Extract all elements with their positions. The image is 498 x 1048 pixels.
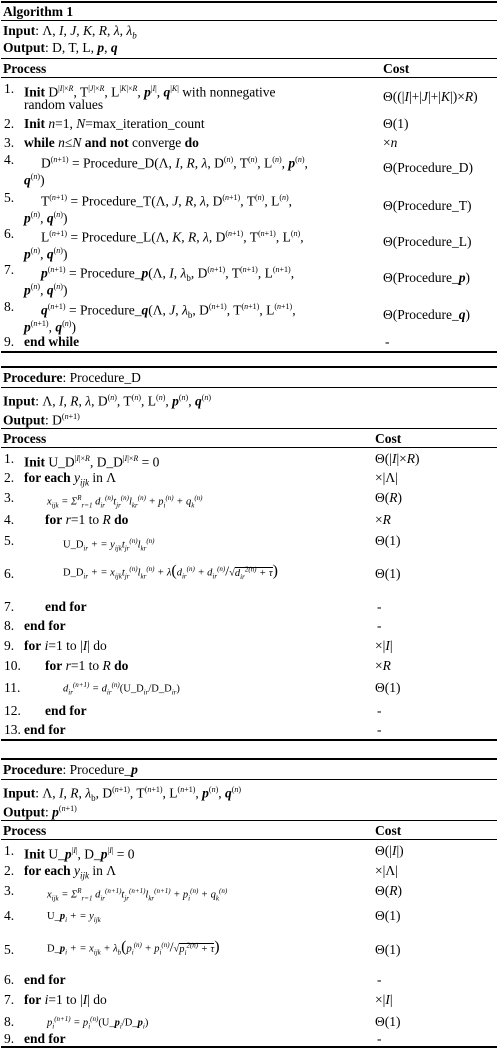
procedure-p-output: Output: $p^{(n+1)}$	[3, 804, 77, 820]
algorithm-input: Input: Λ, I, J, K, R, λ, $\lambda_b$	[3, 23, 137, 41]
procedure-d-header-process: Process	[3, 431, 47, 446]
algo-row-7: 7. $p^{(n+1)}$ = Procedure_p(Λ, I, $\lambda_b$, $D^{(n+1)}$, $T^{(n+1)}$, $L^{(n+1)}$, $p^{(n)}$, $q^{(n)}$) Θ(Procedure_p)	[4, 262, 470, 298]
algorithm-header-cost: Cost	[383, 61, 410, 76]
procedure-d-header-cost: Cost	[375, 431, 402, 446]
algorithm-title: Algorithm 1	[3, 4, 74, 19]
algo-row-6: 6. $L^{(n+1)}$ = Procedure_L(Λ, K, R, λ, $D^{(n+1)}$, $T^{(n+1)}$, $L^{(n)}$, $p^{(n)}$, $q^{(n)}$) Θ(Procedure_L)	[4, 226, 472, 262]
algo-row-4: 4. $D^{(n+1)}$ = Procedure_D(Λ, I, R, λ, $D^{(n)}$, $T^{(n)}$, $L^{(n)}$, $p^{(n)}$, $q^{(n)}$) Θ(Procedure_D)	[4, 152, 473, 188]
procedure-p-header-process: Process	[3, 823, 47, 838]
procedure-p-header-cost: Cost	[375, 823, 402, 838]
procedure-d-table: Procedure: Procedure_D Input: Λ, I, R, λ, $D^{(n)}$, $T^{(n)}$, $L^{(n)}$, $p^{(n)}$, $q^{(n)}$ Output: $D^{(n+1)}$ Process Cost 1. Init $U\_D^{|I|\times R}$, $D\_D^{|I|\times R} = 0$ Θ(|I|×R) 2. for each $y_{ijk}$ in Λ ×|Λ| 3. $x_{ijk} = \Sigma^R_{r=1}$ $d_{ir}^{(n)}t_{jr}^{(n)}l_{kr}^{(n)} + p_i^{(n)} + q_k^{(n)}$ Θ(R) 4. for r=1 to R do ×R 5. $U\_D_{ir}$ + = $y_{ijk}t_{jr}^{(n)}l_{kr}^{(n)}$ Θ(1) 6. $D\_D_{ir}$ + = $x_{ijk}t_{jr}^{(n)}l_{kr}^{(n)} + \lambda(d_{ir}^{(n)} + d_{ir}^{(n)}/√d_{ir}^{2(n)} + \tau)$ Θ(1) 7. end for - 8. end for - 9. for i=1 to |I| do ×|I| 10. for r=1 to R do ×R 11. $d_{ir}^{(n+1)}$ = $d_{ir}^{(n)}(U\_D_{ir}/D\_D_{ir})$ Θ(1) 12. end for - 13. end for -	[1, 366, 497, 741]
procedure-p-table: Procedure: Procedure_p Input: Λ, I, R, $\lambda_b$, $D^{(n+1)}$, $T^{(n+1)}$, $L^{(n+1)}$, $p^{(n)}$, $q^{(n)}$ Output: $p^{(n+1)}$ Process Cost 1. Init $U\_p^{|I|}$, $D\_p^{|I|} = 0$ Θ(|I|) 2. for each $y_{ijk}$ in Λ ×|Λ| 3. $x_{ijk} = \Sigma^R_{r=1}$ $d_{ir}^{(n+1)}t_{jr}^{(n+1)}l_{kr}^{(n+1)} + p_i^{(n)} + q_k^{(n)}$ Θ(R) 4. $U\_p_i$ + = $y_{ijk}$ Θ(1) 5. $D\_p_i$ + = $x_{ijk} + \lambda_b(p_i^{(n)} + p_i^{(n)}/√p_i^{2(n)} + \tau)$ Θ(1) 6. end for - 7. for i=1 to |I| do ×|I| 8. $p_i^{(n+1)}$ = $p_i^{(n)}(U\_p_i/D\_p_i)$ Θ(1) 9. end for -	[1, 758, 497, 1048]
procedure-p-input: Input: Λ, I, R, $\lambda_b$, $D^{(n+1)}$, $T^{(n+1)}$, $L^{(n+1)}$, $p^{(n)}$, $q^{(n)}$	[3, 785, 242, 804]
algorithm-1-table: Algorithm 1 Input: Λ, I, J, K, R, λ, $\lambda_b$ Output: D, T, L, p, q Process Cost 1. Init $D^{|I|\times R}$, $T^{|J|\times R}$, $L^{|K|\times R}$, $p^{|I|}$, $q^{|K|}$ with nonnegative random values Θ((|I|+|J|+|K|)×R) 2. Init n=1, N=max_iteration_count Θ(1) 3. while n≤N and not converge do ×n 4. $D^{(n+1)}$ = Procedure_D(Λ, I, R, λ, $D^{(n)}$, $T^{(n)}$, $L^{(n)}$, $p^{(n)}$, $q^{(n)}$) Θ(Procedure_D) 5. $T^{(n+1)}$ = Procedure_T(Λ, J, R, λ, $D^{(n+1)}$, $T^{(n)}$, $L^{(n)}$, $p^{(n)}$, $q^{(n)}$) Θ(Procedure_T) 6. $L^{(n+1)}$ = Procedure_L(Λ, K, R, λ, $D^{(n+1)}$, $T^{(n+1)}$, $L^{(n)}$, $p^{(n)}$, $q^{(n)}$) Θ(Procedure_L) 7. $p^{(n+1)}$ = Procedure_p(Λ, I, $\lambda_b$, $D^{(n+1)}$, $T^{(n+1)}$, $L^{(n+1)}$, $p^{(n)}$, $q^{(n)}$) Θ(Procedure_p) 8. $q^{(n+1)}$ = Procedure_q(Λ, J, $\lambda_b$, $D^{(n+1)}$, $T^{(n+1)}$, $L^{(n+1)}$, $p^{(n+1)}$, $q^{(n)}$) Θ(Procedure_q) 9. end while -	[1, 0, 497, 353]
procedure-d-input: Input: Λ, I, R, λ, $D^{(n)}$, $T^{(n)}$, $L^{(n)}$, $p^{(n)}$, $q^{(n)}$	[3, 393, 212, 409]
algorithm-header-process: Process	[3, 61, 47, 76]
algo-row-8: 8. $q^{(n+1)}$ = Procedure_q(Λ, J, $\lambda_b$, $D^{(n+1)}$, $T^{(n+1)}$, $L^{(n+1)}$, $p^{(n+1)}$, $q^{(n)}$) Θ(Procedure_q)	[4, 299, 470, 335]
algo-row-5: 5. $T^{(n+1)}$ = Procedure_T(Λ, J, R, λ, $D^{(n+1)}$, $T^{(n)}$, $L^{(n)}$, $p^{(n)}$, $q^{(n)}$) Θ(Procedure_T)	[4, 190, 472, 226]
procedure-d-output: Output: $D^{(n+1)}$	[3, 412, 80, 428]
algorithm-output: Output: D, T, L, p, q	[3, 40, 118, 55]
procedure-p-title: Procedure: Procedure_p	[3, 762, 138, 777]
algo-row-1: 1. Init $D^{|I|\times R}$, $T^{|J|\times R}$, $L^{|K|\times R}$, $p^{|I|}$, $q^{|K|}$ with nonnegative random values Θ((|I|+|J|+|K|)×R)	[4, 81, 478, 112]
procedure-d-title: Procedure: Procedure_D	[3, 370, 141, 385]
